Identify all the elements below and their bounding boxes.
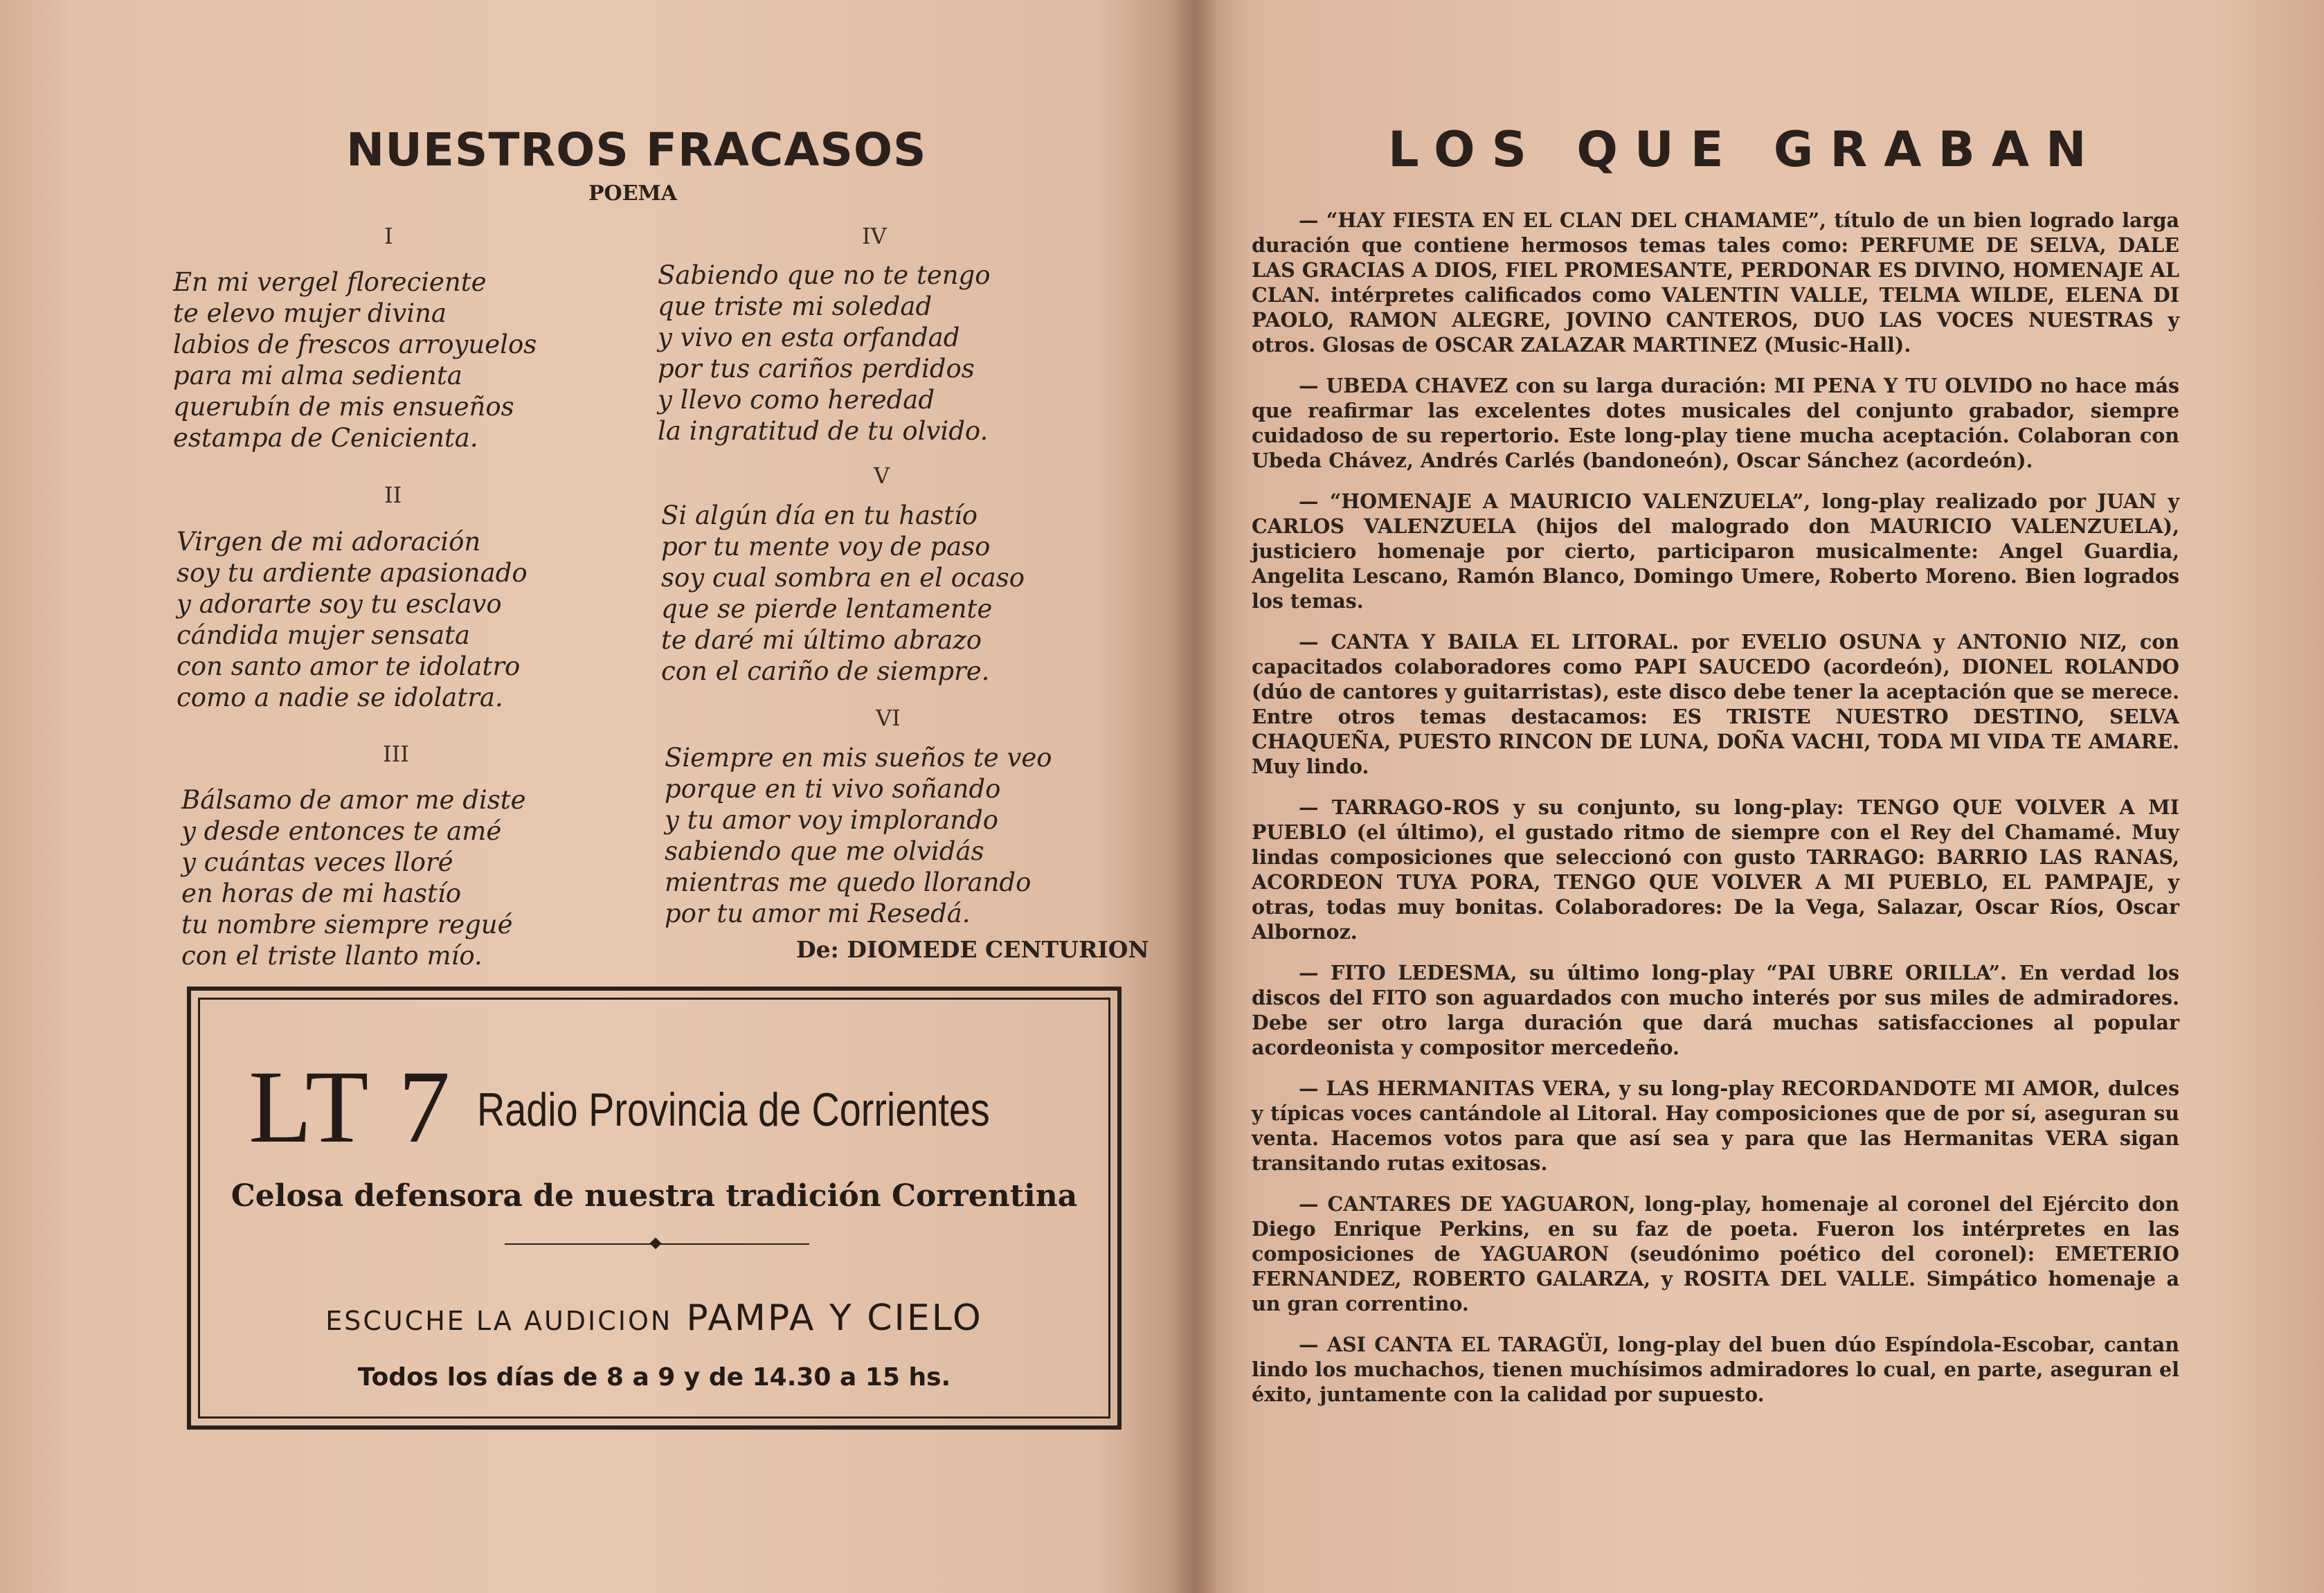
stanza [658,260,991,447]
verse-line: sabiendo que me olvidás [665,836,984,866]
verse-line: Bálsamo de amor me diste [181,785,526,815]
verse-line: y cuántas veces lloré [181,847,453,877]
verse-line: para mi alma sedienta [173,361,462,390]
verse-line: Sabiendo que no te tengo [658,260,991,290]
verse-line: soy cual sombra en el ocaso [661,563,1025,593]
review-item: — LAS HERMANITAS VERA, y su long-play RECORDANDOTE MI AMOR, dulces y típicas voces cantándole al Litoral. Hay composiciones que de por sí, aseguran su venta. Hacemos votos para que así sea y para que las Hermanitas VERA sigan transitando rutas exitosas. [1252,1077,2179,1175]
record-reviews [1252,208,2179,1423]
ad-schedule: Todos los días de 8 a 9 y de 14.30 a 15 hs. [357,1363,951,1392]
verse-line: con el triste llanto mío. [181,941,483,971]
review-item: — FITO LEDESMA, su último long-play “PAI UBRE ORILLA”. En verdad los discos del FITO son aguardados con mucho interés por sus miles de admiradores. Debe ser otro larga duración que dará muchas satisfacciones al popular acordeonista y compositor mercedeño. [1252,961,2179,1059]
section-title: LOS QUE GRABAN [1388,121,2103,178]
verse-line: con el cariño de siempre. [661,656,990,686]
verse-line: que triste mi soledad [658,291,933,321]
stanza [173,267,537,453]
poem-author: De: DIOMEDE CENTURION [796,936,1149,963]
verse-line: por tu mente voy de paso [661,532,991,561]
verse-line: y desde entonces te amé [181,816,502,846]
verse-line: con santo amor te idolatro [177,651,521,681]
book-gutter [1170,0,1218,1593]
verse-line: mientras me quedo llorando [665,867,1032,897]
verse-line: y vivo en esta orfandad [658,323,960,352]
verse-line: te elevo mujer divina [173,298,447,328]
verse-line: y tu amor voy implorando [665,805,999,835]
ad-station-name: Radio Provincia de Corrientes [477,1083,990,1136]
review-item: — UBEDA CHAVEZ con su larga duración: MI PENA Y TU OLVIDO no hace más que reafirmar las excelentes dotes musicales del conjunto grabador, siempre cuidadoso de su repertorio. Este long-play tiene mucha aceptación. Colaboran con Ubeda Chávez, Andrés Carlés (bandoneón), Oscar Sánchez (acordeón). [1252,374,2179,472]
verse-line: labios de frescos arroyuelos [173,330,537,359]
radio-advertisement [187,987,1122,1430]
stanza [661,500,1025,687]
verse-line: y llevo como heredad [658,385,935,415]
verse-line: Si algún día en tu hastío [661,501,978,530]
verse-line: querubín de mis ensueños [173,392,514,422]
stanza [665,742,1052,929]
verse-line: y adorarte soy tu esclavo [177,589,502,619]
ad-listen-line [200,1297,1108,1339]
ad-inner-frame [198,998,1110,1419]
poem-subtitle: POEMA [588,181,678,206]
verse-line: porque en ti vivo soñando [665,774,1001,804]
ad-divider-diamond-icon [650,1238,662,1250]
verse-line: como a nadie se idolatra. [177,683,503,712]
ad-callsign: LT 7 [249,1050,453,1164]
verse-line: soy tu ardiente apasionado [177,558,528,588]
verse-line: por tus cariños perdidos [658,354,975,384]
stanza [181,784,525,971]
verse-line: la ingratitud de tu olvido. [658,416,989,446]
verse-line: En mi vergel floreciente [173,267,487,297]
verse-line: Siempre en mis sueños te veo [665,743,1052,773]
stanza-numeral: III [383,741,409,767]
ad-program-name: PAMPA Y CIELO [686,1297,983,1339]
stanza [177,526,528,713]
verse-line: por tu amor mi Resedá. [665,899,971,928]
ad-tagline: Celosa defensora de nuestra tradición Correntina [231,1178,1078,1214]
verse-line: cándida mujer sensata [177,620,471,650]
review-item: — CANTA Y BAILA EL LITORAL. por EVELIO OSUNA y ANTONIO NIZ, con capacitados colaboradores como PAPI SAUCEDO (acordeón), DIONEL ROLANDO (dúo de cantores y guitarristas), este disco debe tener la aceptación que se merece. Entre otros temas destacamos: ES TRISTE NUESTRO DESTINO, SELVA CHAQUEÑA, PUESTO RINCON DE LUNA, DOÑA VACHI, TODA MI VIDA TE AMARE. Muy lindo. [1252,630,2179,778]
ad-listen-prefix: ESCUCHE LA AUDICION [325,1306,673,1336]
stanza-numeral: IV [862,223,887,249]
stanza-numeral: II [384,482,402,508]
verse-line: en horas de mi hastío [181,879,461,908]
poem-title: NUESTROS FRACASOS [346,123,927,177]
verse-line: te daré mi último abrazo [661,625,982,655]
stanza-numeral: I [384,223,393,249]
stanza-numeral: V [874,462,890,489]
verse-line: tu nombre siempre regué [181,910,513,939]
review-item: — CANTARES DE YAGUARON, long-play, homenaje al coronel del Ejército don Diego Enrique Perkins, en su faz de poeta. Fueron los intérpretes en las composiciones de YAGUARON (seudónimo poético del coronel): EMETERIO FERNANDEZ, ROBERTO GALARZA, y ROSITA DEL VALLE. Simpático homenaje a un gran correntino. [1252,1192,2179,1315]
review-item: — “HAY FIESTA EN EL CLAN DEL CHAMAME”, título de un bien logrado larga duración que contiene hermosos temas tales como: PERFUME DE SELVA, DALE LAS GRACIAS A DIOS, FIEL PROMESANTE, PERDONAR ES DIVINO, HOMENAJE AL CLAN. intérpretes calificados como VALENTIN VALLE, TELMA WILDE, ELENA DI PAOLO, RAMON ALEGRE, JOVINO CANTEROS, DUO LAS VOCES NUESTRAS y otros. Glosas de OSCAR ZALAZAR MARTINEZ (Music-Hall). [1252,208,2179,357]
verse-line: que se pierde lentamente [661,594,993,624]
verse-line: Virgen de mi adoración [177,527,481,557]
review-item: — “HOMENAJE A MAURICIO VALENZUELA”, long-play realizado por JUAN y CARLOS VALENZUELA (hijos del malogrado don MAURICIO VALENZUELA), justiciero homenaje por cierto, participaron musicalmente: Angel Guardia, Angelita Lescano, Ramón Blanco, Domingo Umere, Roberto Moreno. Bien logrados los temas. [1252,489,2179,613]
verse-line: estampa de Cenicienta. [173,423,478,453]
review-item: — ASI CANTA EL TARAGÜI, long-play del buen dúo Espíndola-Escobar, cantan lindo los muchachos, tienen muchísimos admiradores lo cual, en parte, aseguran el éxito, juntamente con la calidad por supuesto. [1252,1333,2179,1406]
stanza-numeral: VI [876,705,901,731]
review-item: — TARRAGO-ROS y su conjunto, su long-play: TENGO QUE VOLVER A MI PUEBLO (el último), el gustado ritmo de siempre con el Rey del Chamamé. Muy lindas composiciones que seleccionó con gusto TARRAGO: BARRIO LAS RANAS, ACORDEON TUYA PORA, TENGO QUE VOLVER A MI PUEBLO, EL PAMPAJE, y otras, todas muy bonitas. Colaboradores: De la Vega, Salazar, Oscar Ríos, Oscar Albornoz. [1252,795,2179,944]
